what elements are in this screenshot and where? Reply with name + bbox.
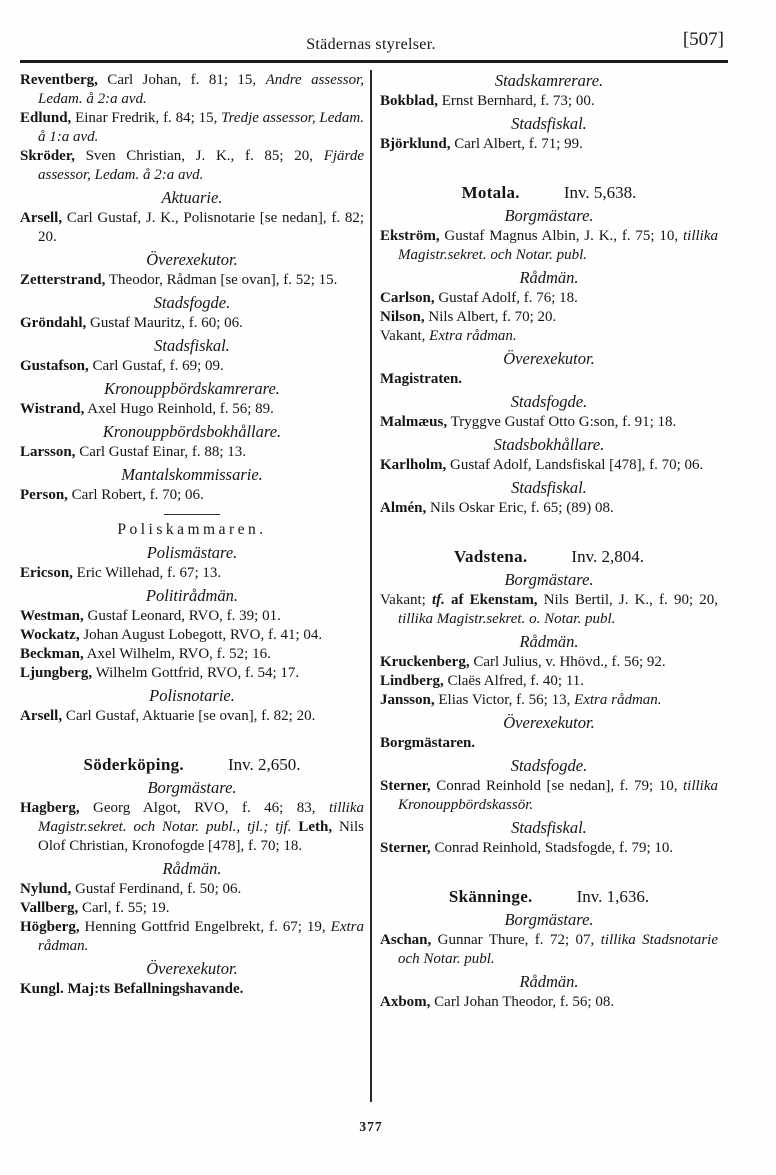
section-heading: Aktuarie. [161,188,223,207]
directory-entry [380,931,718,969]
section-heading: Polisnotarie. [149,686,235,705]
section-heading: Stadsfiskal. [511,114,587,133]
section-heading: Stadsfogde. [510,392,588,411]
directory-entry [380,135,718,154]
department-heading: Poliskammaren. [117,521,267,538]
directory-entry [20,443,364,462]
entry-text: Carl Gustaf, f. 69; 09. [88,358,224,374]
section-heading: Överexekutor. [503,713,595,732]
person-name: Skröder, [20,148,75,164]
entry-text: Axel Wilhelm, RVO, f. 52; 16. [83,646,271,662]
directory-entry [380,227,718,265]
person-name: Reventberg, [20,72,98,88]
entry-text: Claës Alfred, f. 40; 11. [443,673,585,689]
person-name: Edlund, [20,110,72,126]
person-name: Ekström, [380,228,440,244]
entry-text: tillika Magistr.sekret. och Notar. publ., tjl.; tjf. [38,800,364,835]
person-name: Axbom, [380,994,431,1010]
directory-entry [380,92,718,111]
section-heading: Kronouppbördsbokhållare. [102,422,282,441]
section-heading: Stadsfogde. [510,756,588,775]
section-heading: Stadsfogde. [153,293,231,312]
entry-text: Nils Olof Christian, Kronofogde [478], f. 70; 18. [38,819,364,854]
entry-text: Gustaf Mauritz, f. 60; 06. [86,315,243,331]
section-heading: Överexekutor. [146,959,238,978]
entry-text: Axel Hugo Reinhold, f. 56; 89. [84,401,274,417]
person-name: Karlholm, [380,457,447,473]
city-inventory: Inv. 1,636. [576,887,650,906]
header-rule [20,60,728,63]
section-heading: Kronouppbördskamrerare. [104,379,280,398]
person-name: Ericson, [20,565,73,581]
entry-text: Carl Robert, f. 70; 06. [67,487,204,503]
city-inventory: Inv. 2,650. [227,755,301,774]
directory-entry [380,591,718,629]
person-name: Wockatz, [20,627,80,643]
column-left [20,70,370,1102]
section-heading: Överexekutor. [503,349,595,368]
directory-entry [20,980,364,999]
city-heading [380,547,718,567]
directory-entry [20,799,364,856]
entry-text: tillika Magistr.sekret. o. Notar. publ. [398,611,616,627]
city-name: Söderköping. [83,755,184,774]
directory-entry [20,209,364,247]
person-name: Sterner, [380,778,431,794]
page-number: 377 [359,1119,383,1134]
person-name: Person, [20,487,68,503]
entry-text: Nils Albert, f. 70; 20. [424,309,557,325]
directory-entry [20,707,364,726]
entry-text: Gustaf Magnus Albin, J. K., f. 75; 10, [439,228,683,244]
directory-entry [20,880,364,899]
entry-text: Carl Gustaf, Aktuarie [se ovan], f. 82; 20. [62,708,316,724]
entry-text: Extra rådman. [574,692,662,708]
entry-text: Carl Gustaf, J. K., Polisnotarie [se nedan], f. 82; 20. [38,210,364,245]
section-heading: Borgmästare. [504,570,594,589]
directory-entry [380,413,718,432]
section-heading: Överexekutor. [146,250,238,269]
city-name: Vadstena. [454,547,528,566]
directory-entry [20,147,364,185]
entry-text: Elias Victor, f. 56; 13, [434,692,575,708]
directory-entry [380,734,718,753]
entry-text: Fjärde assessor, Ledam. å 2:a avd. [38,148,364,183]
section-heading: Stadsfiskal. [511,478,587,497]
directory-entry [380,993,718,1012]
person-name: Almén, [380,500,427,516]
person-name: Gröndahl, [20,315,87,331]
person-name: Kruckenberg, [380,654,470,670]
person-name: Gustafson, [20,358,89,374]
entry-text: Gustaf Adolf, Landsfiskal [478], f. 70; 06. [446,457,704,473]
section-divider [164,514,220,515]
person-name: Wistrand, [20,401,85,417]
directory-entry [380,839,718,858]
directory-entry [20,626,364,645]
directory-entry [20,645,364,664]
city-heading [20,755,364,775]
entry-text: Nils Oskar Eric, f. 65; (89) 08. [426,500,614,516]
person-name: Ljungberg, [20,665,93,681]
section-heading: Mantalskommissarie. [121,465,263,484]
text-columns [20,70,728,1102]
entry-text: Carl Johan Theodor, f. 56; 08. [430,994,615,1010]
city-name: Skänninge. [448,887,533,906]
entry-text: Einar Fredrik, f. 84; 15, [71,110,222,126]
entry-text: Ernst Bernhard, f. 73; 00. [437,93,595,109]
person-name: Larsson, [20,444,76,460]
page-header-title: Städernas styrelser. [306,36,436,53]
entry-text: Andre assessor, Ledam. å 2:a avd. [38,72,364,107]
entry-text: Eric Willehad, f. 67; 13. [72,565,222,581]
directory-entry [20,400,364,419]
entry-text: Carl Johan, f. 81; 15, [97,72,266,88]
person-name: Björklund, [380,136,451,152]
directory-entry [20,918,364,956]
directory-entry [380,653,718,672]
person-name: Arsell, [20,708,63,724]
directory-entry [380,691,718,710]
entry-text: Vakant; [380,592,432,608]
person-name: Hagberg, [20,800,80,816]
person-name: Vallberg, [20,900,79,916]
person-name: Leth, [298,819,333,835]
section-heading: Rådmän. [519,632,579,651]
entry-text: tillika Kronouppbördskassör. [398,778,718,813]
directory-entry [380,499,718,518]
person-name: Nilson, [380,309,425,325]
person-name: Sterner, [380,840,431,856]
directory-entry [20,899,364,918]
section-heading: Borgmästare. [504,206,594,225]
person-name: Borgmästaren. [380,735,476,751]
person-name: Jansson, [380,692,435,708]
entry-text: Carl Albert, f. 71; 99. [450,136,583,152]
city-heading [380,887,718,907]
directory-entry [20,357,364,376]
city-name: Motala. [461,183,520,202]
entry-text: tillika Magistr.sekret. och Notar. publ. [398,228,718,263]
person-name: Malmæus, [380,414,448,430]
entry-text: Gustaf Ferdinand, f. 50; 06. [71,881,242,897]
person-name: Carlson, [380,290,435,306]
entry-text: Extra rådman. [38,919,364,954]
entry-text: Conrad Reinhold [se nedan], f. 79; 10, [430,778,683,794]
section-heading: Stadsfiskal. [154,336,230,355]
entry-text: Henning Gottfrid Engelbrekt, f. 67; 19, [79,919,331,935]
entry-text: Johan August Lobegott, RVO, f. 41; 04. [79,627,323,643]
page-marker: [507] [682,29,724,50]
entry-text: tillika Stadsnotarie och Notar. publ. [398,932,718,967]
section-heading: Rådmän. [519,972,579,991]
entry-text: Extra rådman. [429,328,517,344]
section-heading: Politirådmän. [145,586,239,605]
directory-entry [380,308,718,327]
person-name: Lindberg, [380,673,444,689]
person-name: Kungl. Maj:ts Befallningshavande. [20,981,244,997]
person-name: Aschan, [380,932,432,948]
person-name: Beckman, [20,646,84,662]
entry-text: Wilhelm Gottfrid, RVO, f. 54; 17. [92,665,300,681]
section-heading: Rådmän. [519,268,579,287]
directory-entry [20,564,364,583]
city-heading [380,183,718,203]
section-heading: Borgmästare. [147,778,237,797]
entry-text: Georg Algot, RVO, f. 46; 83, [79,800,329,816]
directory-entry [380,327,718,346]
directory-entry [20,109,364,147]
person-name: Westman, [20,608,84,624]
directory-entry [380,456,718,475]
directory-entry [20,314,364,333]
person-name: Bokblad, [380,93,438,109]
directory-entry [20,607,364,626]
person-name: af Ekenstam, [444,592,538,608]
city-inventory: Inv. 2,804. [571,547,644,566]
entry-text: Gustaf Leonard, RVO, f. 39; 01. [83,608,281,624]
entry-text: tf. [431,592,445,608]
section-heading: Stadsbokhållare. [493,435,605,454]
person-name: Högberg, [20,919,80,935]
section-heading: Stadskamrerare. [494,71,604,90]
entry-text: Theodor, Rådman [se ovan], f. 52; 15. [105,272,338,288]
entry-text: Sven Christian, J. K., f. 85; 20, [74,148,324,164]
person-name: Arsell, [20,210,63,226]
column-right [372,70,718,1102]
person-name: Nylund, [20,881,72,897]
directory-entry [20,271,364,290]
directory-entry [380,289,718,308]
person-name: Zetterstrand, [20,272,106,288]
section-heading: Rådmän. [162,859,222,878]
city-inventory: Inv. 5,638. [563,183,637,202]
entry-text: Gustaf Adolf, f. 76; 18. [434,290,578,306]
entry-text: Vakant, [380,328,430,344]
entry-text: Tredje assessor, Ledam. å 1:a avd. [38,110,364,145]
directory-entry [20,71,364,109]
section-heading: Stadsfiskal. [511,818,587,837]
directory-entry [20,486,364,505]
directory-entry [380,370,718,389]
entry-text: Tryggve Gustaf Otto G:son, f. 91; 18. [447,414,677,430]
entry-text: Gunnar Thure, f. 72; 07, [431,932,601,948]
entry-text: Carl, f. 55; 19. [78,900,170,916]
entry-text: Nils Bertil, J. K., f. 90; 20, [537,592,718,608]
entry-text: Carl Gustaf Einar, f. 88; 13. [75,444,247,460]
entry-text: Conrad Reinhold, Stadsfogde, f. 79; 10. [430,840,674,856]
directory-entry [380,777,718,815]
section-heading: Borgmästare. [504,910,594,929]
directory-entry [20,664,364,683]
directory-entry [380,672,718,691]
person-name: Magistraten. [380,371,463,387]
section-heading: Polismästare. [146,543,238,562]
entry-text: Carl Julius, v. Hhövd., f. 56; 92. [469,654,666,670]
